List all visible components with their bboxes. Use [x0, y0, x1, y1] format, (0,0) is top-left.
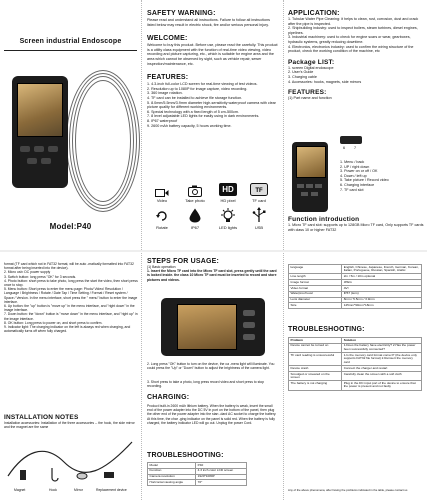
part-name-subheading: (1) Part name and function	[288, 96, 332, 101]
table-cell: Lens diameter	[289, 297, 342, 303]
feature-item: 3. 360 image rotation.	[147, 91, 183, 96]
model-label: Model:P40	[49, 222, 92, 231]
feature-item: 6. Special technology with a fixed length of 5 cm-500cm.	[147, 109, 240, 114]
troubleshooting-table	[288, 337, 422, 391]
table-cell: Model	[148, 463, 196, 469]
welcome-text: Welcome to buy this product. Before use, please read the carefully. This product is a utility class equipment with the function of real-time video viewing, video recording and picture capturing, etc., which is suitable for engine area and the area which cannot be observed by sight, such as vehicle repair, sewer inspection/maintenance, etc.	[147, 43, 278, 66]
accessory-label: Replacement device	[96, 488, 127, 492]
step-2: 2. Long press "OK" button to turn on the device, the ca -mera light will illuminate. You could press the "Up" or "Down" button to adjust the brightness of the camera light.	[147, 362, 275, 371]
cover-panel	[0, 0, 141, 246]
function-item: 4. Photo button: short press to take photo, long press the start the video, then short press once to stop.	[4, 278, 138, 288]
icon-label: USB	[254, 225, 264, 230]
table-cell: Connect the charger and restart	[342, 366, 422, 372]
part-item: 3. Power on or off / OK	[340, 169, 378, 174]
application-heading: APPLICATION:	[288, 10, 340, 17]
table-row	[289, 265, 422, 274]
feature-item: 5. 8.0mm/5.5mm/3.9mm diameter high-sensitivity waterproof camera with clear picture quality for different working environments.	[147, 100, 276, 110]
device-screen	[17, 83, 63, 137]
diagram-button	[315, 184, 322, 188]
table-cell: 1.Does the battery have electricity? 2.Has the power been successfully connected?	[342, 343, 422, 352]
device-in-hand-image	[161, 298, 265, 356]
diagram-screen	[296, 146, 326, 178]
step-3: 3. Short press to take a photo, long press record video and short press to stop recording.	[147, 380, 265, 389]
callout-number: 7	[354, 146, 357, 150]
table-cell: language	[289, 265, 342, 274]
table-cell: Camera resolution	[148, 474, 196, 480]
table-cell: TF card reading is unsuccessful	[289, 353, 342, 366]
table-cell: 8mm / 5.5mm / 3.9mm	[342, 297, 422, 303]
package-item: 2. User's Guide	[288, 70, 314, 75]
function-intro	[288, 216, 424, 246]
replacement-accessory	[104, 472, 114, 478]
table-cell: Video format	[289, 285, 342, 291]
installation-panel	[4, 414, 138, 500]
table-cell: The battery is not charging	[289, 381, 342, 390]
part-item: 4. Down / left up	[340, 173, 367, 178]
table-cell: Size	[289, 303, 342, 309]
table-cell: Waterproof level	[289, 291, 342, 297]
application-item: 4. Electronics, electronics industry: used to confirm the wiring structure of the product, check the working condition of the machine, etc	[288, 44, 414, 54]
diagram-button	[306, 184, 313, 188]
endoscope-device-image	[12, 76, 68, 188]
table-cell: 4.3 inch color LCD screen	[196, 468, 247, 474]
function-item: 3. Switch button: long press "OK" for 3 seconds.	[4, 274, 77, 279]
function-item: 8. OK button: Long press to power on, and short press to confirm.	[4, 320, 103, 325]
table-header: Solution	[342, 338, 422, 344]
device-button	[48, 146, 58, 152]
feature-item: 1. 4.3-inch full-color LCD screen for real-time viewing of test videos.	[147, 82, 258, 87]
package-heading: Package LIST:	[288, 58, 335, 66]
troubleshooting-heading: TROUBLESHOOTING:	[147, 452, 224, 459]
usb-icon	[251, 207, 267, 223]
footnote: Any of the above phenomena, after having the problems indicated in the table, please contact us	[288, 488, 408, 492]
product-title: Screen industrial Endoscope	[19, 38, 122, 45]
charging-heading: CHARGING:	[147, 394, 190, 401]
feature-item: 8. IP67 waterproof	[147, 118, 178, 123]
table-cell: Device cannot be turned on	[289, 343, 342, 352]
package-item: 3. Charging cable	[288, 74, 317, 79]
feature-item: 2. Resolution up to 1080P for image capture, video recording.	[147, 86, 248, 91]
installation-text: Installation accessories: Installation of the three accessories -- the hook, the side mirror and the magnet are the same	[4, 421, 135, 430]
steps-subheading: (1) Basic operation	[147, 265, 176, 269]
table-cell: 1920*1080P	[196, 474, 247, 480]
function-item: 9. Indicator light: The charging indicator on the left is always red when charging, and automatically turns off when fully charged.	[4, 325, 131, 334]
feature-item: 4. TF card can be installed to achieve file storage function.	[147, 95, 243, 100]
device-button	[41, 158, 51, 164]
function-text: 1. Micro TF card slot: supports up to 128GB Micro TF card, Only supports TF cards with class 10 or higher FAT32	[288, 223, 424, 232]
hook-accessory	[52, 468, 58, 481]
part-item: 6. Charging interface	[340, 182, 375, 187]
accessory-cable	[8, 442, 132, 476]
part-item: 1. Menu / back	[340, 160, 365, 164]
device-button	[34, 146, 44, 152]
installation-heading: INSTALLATION NOTES	[4, 414, 79, 421]
package-item: 4. Accessories: hooks, magnets, side mirrors	[288, 79, 362, 84]
device-button	[27, 158, 37, 164]
icon-label: Take photo	[185, 198, 205, 203]
device-diagram-image	[292, 142, 328, 212]
diagram-button	[311, 192, 318, 196]
feature-item: 9. 2600 mAh battery capacity, 5 hours working time.	[147, 123, 232, 128]
table-cell: Plug in the DC input port of the device to ensure that the power is present and not faulty	[342, 381, 422, 390]
table-cell: Carefully clean the screen with a soft cloth	[342, 371, 422, 380]
table-cell: 2m / 5m / 10m optional	[342, 274, 422, 280]
table-cell: Smudged or smeared on the screen	[289, 371, 342, 380]
part-item: 2. UP / right down	[340, 164, 370, 169]
function-item: 7. Down button: the "down" button is "move down" in the menu interface, and "right up" in the image interface.	[4, 312, 138, 321]
icon-label: Video	[156, 198, 168, 203]
callout-number: 6	[343, 146, 346, 150]
table-cell: Horizontal viewing angle	[148, 480, 196, 486]
mid-spec-table	[147, 462, 247, 486]
sheet-divider	[0, 250, 427, 252]
application-item: 1. Tubular Water Pipe Cleaning: it helps to clean, rust, corrosion, dust and crack after the pipe is inspected.	[288, 17, 419, 26]
icon-label: TF card	[252, 198, 266, 203]
table-cell: 1.Is the memory card format correct? (the device only supports FAT32 file format) 2.Reinsert the memory card	[342, 353, 422, 366]
function-heading: Function introduction	[288, 216, 360, 223]
usage-button	[243, 310, 255, 316]
application-item: 3. Industrial machinery: used to check for engine scars or wear, gearboxes, hydraulic systems, greatly reducing downtime.	[288, 35, 411, 44]
usage-screen	[177, 304, 237, 350]
device-button	[20, 146, 30, 152]
diagram-button	[301, 192, 308, 196]
part-list	[340, 160, 424, 214]
device-side-view	[340, 136, 362, 144]
step-1: 1. Insert the Micro TF card into the Micro TF card slot, press gently until the card is locked inside. the class 10 Micro TF card must be inserted to record and store pictures and videos.	[147, 269, 277, 282]
table-row	[148, 480, 247, 486]
svg-text:TF: TF	[255, 188, 263, 194]
mirror-accessory	[77, 473, 87, 479]
table-row	[289, 343, 422, 352]
table-row	[289, 353, 422, 366]
camera-icon	[188, 184, 202, 196]
table-row	[289, 371, 422, 380]
table-cell: Function	[148, 468, 196, 474]
table-cell: English, Chinese, Japanese, French, German, Korean, Italian, Portuguese, Russian, Spanish, Arabic	[342, 265, 422, 274]
part-item: 7. TF card slot	[340, 187, 364, 192]
led-light-icon	[220, 208, 236, 223]
table-row	[289, 303, 422, 309]
features-list	[147, 82, 279, 128]
rotate-icon	[155, 209, 169, 223]
features-right-heading: FEATURES:	[288, 89, 327, 97]
ip67-icon	[188, 208, 202, 223]
features-heading: FEATURES:	[147, 74, 189, 82]
table-row	[289, 381, 422, 390]
safety-warning-text: Please read and understand all instructions. Failure to follow all instructions listed below may result in electric shock, fire and/or serious personal injury.	[147, 18, 270, 27]
table-cell: Image format	[289, 280, 342, 286]
title-underline	[4, 50, 137, 51]
function-item: format (TF card which not in FAT32 format, will be auto -matically formatted into FAT32 format after being inserted into the device).	[4, 262, 134, 271]
table-cell: P40	[196, 463, 247, 469]
accessory-label: Hook	[49, 488, 57, 492]
charging-text: Product built-in 2600 mAh lithium battery. When the battery is weak, insert the small end of the power adapter into the DC 5V in port on the bottom of the panel, then plug the other end of the power adapter into the stan -dard AC socket to charge the battery. At this time, the char -ging indicator on the panel is solid red. When the battery is fully charged, the battery indicator LED will go out. Unplug the power Cord.	[147, 404, 277, 425]
usage-button	[243, 334, 255, 340]
package-item: 1. screen Digital endoscope	[288, 65, 334, 70]
troubleshooting-right-heading: TROUBLESHOOTING:	[288, 326, 365, 333]
button-function-panel	[4, 262, 138, 412]
function-item: 2. Micro usb: DC power supply	[4, 270, 51, 275]
safety-warning-heading: SAFETY WARNING:	[147, 10, 216, 17]
table-cell: Line length	[289, 274, 342, 280]
video-camera-icon	[155, 185, 169, 195]
feature-icons	[147, 182, 279, 244]
magnet-accessory	[20, 470, 26, 480]
accessory-label: Mirror	[74, 488, 83, 492]
table-cell: IP67 (lens)	[342, 291, 422, 297]
table-cell: AVI	[342, 285, 422, 291]
function-item: 5. Menu button: Short press to enter the menu page: Photo/ Video/ Resolution / Language / Brightness / Rotate / Date Tap / Time Setting / Format / Reset system / Space / Version. In the menu interface, short press the " menu" button to enter the image interface.	[4, 287, 138, 304]
table-cell: 145mm*90mm*18mm	[342, 303, 422, 309]
function-item: 6. Up button: the "up" button is "move up" in the menu interface, and "right down" in the image interface.	[4, 304, 135, 313]
table-header: Problem	[289, 338, 342, 344]
icon-label: HD pixel	[220, 198, 236, 203]
steps-heading: STEPS FOR USAGE:	[147, 258, 220, 265]
icon-label: LED lights	[218, 225, 238, 230]
accessory-label: Magnet	[14, 488, 26, 492]
tf-card-icon	[250, 183, 268, 196]
icon-label: Rotate	[156, 225, 168, 230]
application-item: 2. Shipbuilding industry: used to inspect boilers, steam turbines, diesel engines, pipelines.	[288, 26, 418, 35]
icon-label: IP67	[190, 225, 200, 230]
accessory-drawings	[4, 432, 138, 492]
welcome-heading: WELCOME:	[147, 35, 188, 43]
hd-icon: HD	[219, 183, 237, 196]
table-cell: JPEG	[342, 280, 422, 286]
feature-item: 7. 8 level adjustable LED lights for easily using in dark environments.	[147, 114, 260, 119]
diagram-button	[297, 184, 304, 188]
spec-table	[288, 264, 422, 309]
part-item: 5. Take picture / Record video	[340, 178, 389, 183]
usage-button	[243, 322, 255, 328]
table-cell: 70°	[196, 480, 247, 486]
steps-panel	[147, 258, 279, 500]
table-cell: Device crash	[289, 366, 342, 372]
